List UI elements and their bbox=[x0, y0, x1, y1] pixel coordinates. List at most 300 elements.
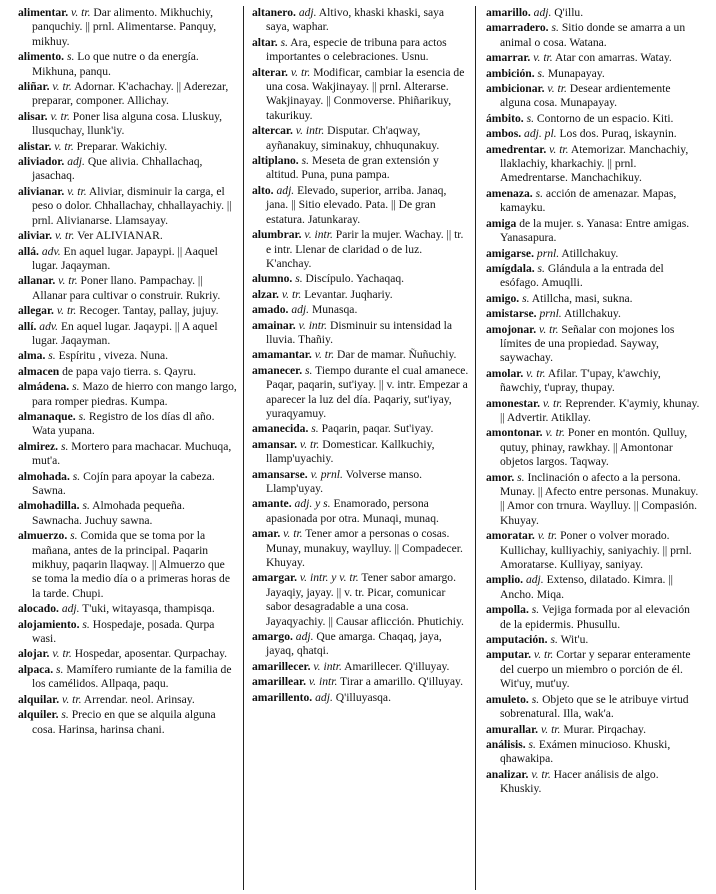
entry-headword: aliviar. bbox=[18, 229, 53, 243]
entry-headword: amputación. bbox=[486, 633, 548, 647]
entry-headword: aliviador. bbox=[18, 155, 65, 169]
entry-definition: En aquel lugar. Japaypi. || Aaquel lugar. Jaqayman. bbox=[32, 244, 218, 272]
entry-definition: T'uki, witayasqa, thampisqa. bbox=[82, 602, 215, 616]
entry-headword: amiga bbox=[486, 216, 517, 230]
entry-grammar: v. tr. bbox=[58, 274, 78, 288]
entry-grammar: v. prnl. bbox=[310, 467, 343, 481]
dictionary-entry bbox=[486, 529, 702, 572]
entry-headword: amistarse. bbox=[486, 307, 537, 321]
entry-headword: amante. bbox=[252, 497, 292, 511]
entry-definition: Atillchakuy. bbox=[561, 246, 619, 260]
entry-definition: Extenso, dilatado. Kimra. || Ancho. Miqa. bbox=[500, 573, 673, 601]
entry-grammar: v. intr. bbox=[298, 318, 328, 332]
entry-definition: Ara, especie de tribuna para actos importantes o celebraciones. Usnu. bbox=[266, 35, 447, 64]
entry-definition: Vejiga formada por al elevación de la epidermis. Phusullu. bbox=[500, 603, 690, 631]
entry-grammar: v. tr. bbox=[314, 348, 335, 362]
entry-grammar: v. intr. bbox=[295, 124, 325, 138]
dictionary-entry bbox=[486, 292, 702, 306]
entry-grammar: s. bbox=[280, 35, 288, 49]
entry-definition: Registro de los días dl año. Wata yupana. bbox=[32, 409, 215, 438]
entry-grammar: s. bbox=[551, 21, 559, 35]
entry-definition: Amarillecer. Q'illuyay. bbox=[344, 659, 450, 673]
dictionary-entry bbox=[18, 140, 237, 154]
dictionary-entry bbox=[252, 348, 469, 362]
entry-definition: Mamífero rumiante de la familia de los camélidos. Allpaqa, paqu. bbox=[32, 662, 232, 691]
entry-headword: amedrentar. bbox=[486, 142, 547, 156]
entry-definition: Hospedar, aposentar. Qurpachay. bbox=[74, 647, 228, 661]
entry-definition: Contorno de un espacio. Kiti. bbox=[536, 111, 674, 125]
entry-grammar: adj. bbox=[291, 303, 310, 317]
entry-definition: Mazo de hierro con mango largo, para romper piedras. Kumpa. bbox=[32, 380, 237, 408]
entry-definition: Exámen minucioso. Khuski, qhawakipa. bbox=[500, 737, 671, 766]
entry-grammar: adj. pl. bbox=[524, 127, 557, 141]
entry-definition: Poner llano. Pampachay. || Allanar para cultivar o construir. Rukriy. bbox=[32, 274, 221, 302]
entry-grammar: s. bbox=[72, 380, 80, 394]
dictionary-entry bbox=[486, 426, 702, 469]
entry-grammar: s. bbox=[517, 470, 525, 484]
entry-headword: amonestar. bbox=[486, 396, 540, 410]
entry-definition: Elevado, superior, arriba. Janaq, jana. || Sitio elevado. Pata. || De gran estatura. Jatunkaray. bbox=[266, 183, 447, 226]
entry-grammar: s. bbox=[60, 439, 69, 453]
entry-headword: allí. bbox=[18, 319, 37, 333]
entry-headword: análisis. bbox=[486, 737, 526, 751]
entry-headword: analizar. bbox=[486, 767, 529, 781]
dictionary-entry bbox=[486, 693, 702, 722]
entry-headword: ambicionar. bbox=[486, 82, 545, 96]
entry-grammar: adj. bbox=[533, 6, 552, 19]
entry-definition: Cortar y separar enteramente del cuerpo un miembro o porción de él. Wit'uy, mut'uy. bbox=[500, 648, 691, 691]
dictionary-entry bbox=[252, 228, 469, 271]
entry-definition: Arrendar. neol. Arinsay. bbox=[83, 692, 195, 706]
dictionary-entry bbox=[18, 155, 237, 184]
dictionary-entry bbox=[252, 422, 469, 436]
entry-definition: Volverse manso. Llamp'uyay. bbox=[266, 467, 423, 495]
entry-definition: Tirar a amarillo. Q'illuyay. bbox=[340, 675, 463, 689]
entry-grammar: v. intr. bbox=[308, 675, 338, 689]
dictionary-entry bbox=[252, 319, 469, 348]
entry-definition: Meseta de gran extensión y altitud. Puna, puna pampa. bbox=[266, 154, 439, 182]
entry-grammar: s. bbox=[522, 291, 530, 305]
dictionary-entry bbox=[18, 602, 237, 616]
entry-grammar: v. tr. bbox=[540, 722, 561, 736]
dictionary-entry bbox=[486, 112, 702, 126]
entry-grammar: s. bbox=[48, 349, 56, 363]
entry-definition: Hospedaje, posada. Qurpa wasi. bbox=[32, 617, 215, 646]
dictionary-entry bbox=[252, 184, 469, 227]
entry-headword: amamantar. bbox=[252, 348, 312, 362]
dictionary-entry bbox=[18, 618, 237, 647]
entry-definition: Poner lisa alguna cosa. Lluskuy, llusquchay, llunk'iy. bbox=[32, 109, 223, 138]
entry-grammar: v. tr. bbox=[283, 527, 303, 541]
dictionary-entry bbox=[18, 274, 237, 303]
entry-grammar: v. tr. bbox=[545, 426, 565, 440]
dictionary-entry bbox=[18, 647, 237, 661]
entry-headword: altanero. bbox=[252, 6, 296, 19]
entry-headword: allanar. bbox=[18, 274, 56, 288]
dictionary-entry bbox=[252, 497, 469, 526]
entry-definition: Los dos. Puraq, iskaynin. bbox=[559, 127, 677, 141]
entry-headword: amargo. bbox=[252, 630, 293, 644]
entry-grammar: prnl. bbox=[536, 246, 560, 260]
entry-headword: amigarse. bbox=[486, 246, 534, 260]
entry-definition: Atar con amarras. Watay. bbox=[554, 51, 672, 65]
entry-headword: alumbrar. bbox=[252, 228, 302, 242]
entry-definition: Dar alimento. Mikhuchiy, panquchiy. || prnl. Alimentarse. Panquy, mikhuy. bbox=[32, 6, 217, 48]
entry-definition: Desear ardientemente alguna cosa. Munapayay. bbox=[500, 82, 671, 110]
entry-definition: Sitio donde se amarra a un animal o cosa. Watana. bbox=[500, 21, 686, 49]
entry-headword: amado. bbox=[252, 303, 289, 317]
entry-grammar: s. bbox=[531, 692, 540, 706]
entry-headword: amurallar. bbox=[486, 722, 539, 736]
entry-headword: amarillear. bbox=[252, 675, 306, 689]
entry-definition: Lo que nutre o da energía. Mikhuna, panqu. bbox=[32, 50, 199, 78]
entry-headword: ámbito. bbox=[486, 111, 524, 125]
entry-headword: amplio. bbox=[486, 573, 524, 587]
entry-definition: Wit'u. bbox=[560, 633, 589, 647]
dictionary-entry bbox=[252, 272, 469, 286]
entry-grammar: s. bbox=[311, 422, 319, 436]
dictionary-entry bbox=[486, 633, 702, 647]
dictionary-entry bbox=[486, 738, 702, 767]
entry-grammar: v. tr. bbox=[531, 767, 551, 781]
entry-definition: Atillchakuy. bbox=[563, 307, 621, 321]
entry-definition: Afilar. T'upay, k'awchiy, ñawchiy, t'upray, thupay. bbox=[500, 366, 661, 395]
dictionary-entry bbox=[252, 288, 469, 302]
entry-headword: alojar. bbox=[18, 647, 50, 661]
entry-definition: Poner en montón. Qulluy, qutuy, phinay, rawkhay. || Amontonar objetos largos. Taqway. bbox=[500, 426, 688, 469]
entry-headword: alquilar. bbox=[18, 692, 60, 706]
entry-grammar: v. tr. bbox=[50, 109, 70, 123]
entry-grammar: adj. bbox=[276, 183, 295, 197]
entry-definition: Que amarga. Chaqaq, jaya, jayaq, qhatqi. bbox=[266, 630, 442, 658]
dictionary-entry bbox=[18, 693, 237, 707]
entry-headword: almuerzo. bbox=[18, 529, 68, 543]
entry-definition: Mortero para machacar. Muchuqa, mut'a. bbox=[32, 439, 232, 468]
entry-definition: Altivo, khaski khaski, saya saya, waphar. bbox=[266, 6, 445, 34]
dictionary-entry bbox=[252, 571, 469, 629]
dictionary-entry bbox=[252, 691, 469, 705]
entry-headword: amigo. bbox=[486, 291, 520, 305]
dictionary-entry bbox=[18, 349, 237, 363]
entry-headword: amarillecer. bbox=[252, 659, 311, 673]
dictionary-entry bbox=[486, 307, 702, 321]
entry-headword: amuleto. bbox=[486, 692, 529, 706]
entry-grammar: adj. y s. bbox=[294, 497, 331, 511]
entry-definition: Señalar con mojones los límites de una propiedad. Sayway, saywachay. bbox=[500, 322, 675, 365]
entry-grammar: v. tr. bbox=[52, 80, 72, 94]
entry-grammar: adj. bbox=[61, 602, 80, 616]
entry-definition: de la mujer. s. Yanasa: Entre amigas. Yanasapura. bbox=[500, 216, 690, 245]
dictionary-entry bbox=[486, 187, 702, 216]
entry-definition: Adornar. K'achachay. || Aderezar, preparar, componer. Allichay. bbox=[32, 80, 229, 108]
entry-headword: amargar. bbox=[252, 571, 297, 585]
entry-grammar: v. tr. bbox=[54, 139, 74, 153]
entry-headword: amansarse. bbox=[252, 467, 308, 481]
entry-grammar: s. bbox=[295, 272, 303, 286]
entry-grammar: v. tr. bbox=[52, 647, 72, 661]
dictionary-entry bbox=[252, 660, 469, 674]
entry-definition: Inclinación o afecto a la persona. Munay. || Afecto entre personas. Munakuy. || Amor con trnura. Waylluy. || Compasión. Khuyay. bbox=[500, 470, 699, 527]
entry-definition: Disminuir su intensidad la lluvia. Thañiy. bbox=[266, 318, 453, 346]
entry-headword: alma. bbox=[18, 349, 46, 363]
entry-definition: de papa vajo tierra. s. Qayru. bbox=[62, 364, 197, 378]
entry-headword: alpaca. bbox=[18, 662, 54, 676]
dictionary-entry bbox=[252, 630, 469, 659]
dictionary-entry bbox=[486, 127, 702, 141]
entry-definition: Parir la mujer. Wachay. || tr. e intr. Llenar de claridad o de luz. K'anchay. bbox=[266, 228, 464, 270]
dictionary-entry bbox=[18, 499, 237, 528]
dictionary-entry bbox=[486, 143, 702, 186]
entry-definition: Dar de mamar. Ñuñuchiy. bbox=[337, 348, 457, 362]
dictionary-entry bbox=[486, 768, 702, 797]
entry-grammar: v. intr. bbox=[313, 659, 342, 673]
entry-headword: alojamiento. bbox=[18, 617, 80, 631]
entry-grammar: s. bbox=[66, 50, 75, 64]
entry-grammar: v. tr. bbox=[299, 437, 320, 451]
dictionary-entry bbox=[252, 527, 469, 570]
entry-definition: Cojín para apoyar la cabeza. Sawna. bbox=[32, 469, 215, 497]
entry-grammar: v. tr. bbox=[542, 396, 563, 410]
dictionary-entry bbox=[18, 245, 237, 274]
entry-grammar: s. bbox=[550, 633, 558, 647]
entry-grammar: adj. bbox=[67, 155, 85, 169]
entry-headword: alocado. bbox=[18, 602, 59, 616]
dictionary-entry bbox=[486, 6, 702, 20]
entry-grammar: adj. bbox=[525, 573, 544, 587]
dictionary-entry bbox=[18, 110, 237, 139]
dictionary-entry bbox=[18, 365, 237, 379]
entry-grammar: v. tr. bbox=[67, 184, 87, 198]
dictionary-entry bbox=[252, 675, 469, 689]
entry-grammar: s. bbox=[537, 261, 545, 275]
entry-definition: Poner o volver morado. Kullichay, kulliyachiy, saniyachiy. || prnl. Amoratarse. Kulliyay, saniyay. bbox=[500, 529, 692, 572]
entry-definition: Q'illu. bbox=[554, 6, 584, 19]
entry-definition: Munasqa. bbox=[311, 303, 358, 317]
entry-grammar: s. bbox=[535, 186, 544, 200]
entry-grammar: adj. bbox=[315, 690, 333, 704]
entry-headword: amansar. bbox=[252, 437, 297, 451]
entry-grammar: s. bbox=[301, 154, 310, 168]
entry-headword: amarillo. bbox=[486, 6, 531, 19]
entry-definition: Levantar. Juqhariy. bbox=[304, 287, 393, 301]
entry-definition: Enamorado, persona apasionada por otra. Munaqi, munaq. bbox=[266, 497, 439, 525]
dictionary-entry bbox=[18, 708, 237, 737]
dictionary-entry bbox=[486, 82, 702, 111]
dictionary-entry bbox=[18, 6, 237, 49]
entry-headword: altar. bbox=[252, 35, 278, 49]
dictionary-entry bbox=[18, 663, 237, 692]
entry-definition: Espíritu , viveza. Nuna. bbox=[58, 349, 169, 363]
entry-headword: amarradero. bbox=[486, 21, 549, 35]
entry-headword: almacen bbox=[18, 364, 60, 378]
entry-definition: Glándula a la entrada del esófago. Amuqlli. bbox=[500, 261, 664, 290]
entry-grammar: prnl. bbox=[539, 307, 562, 321]
entry-headword: alzar. bbox=[252, 287, 279, 301]
dictionary-entry bbox=[18, 529, 237, 601]
entry-definition: Tener sabor amargo. Jayaqiy, jayay. || v. tr. Picar, comunicar sabor desagradable a una cosa. Jayaqyachiy. || Causar aflicción. Phutichiy. bbox=[266, 571, 464, 628]
entry-definition: Disputar. Ch'aqway, ayñanakuy, siminakuy, chhuqunakuy. bbox=[266, 124, 440, 152]
dictionary-entry bbox=[18, 50, 237, 79]
entry-definition: Q'illuyasqa. bbox=[335, 690, 391, 704]
entry-headword: amoratar. bbox=[486, 529, 535, 543]
entry-grammar: s. bbox=[61, 708, 69, 722]
entry-grammar: v. tr. bbox=[56, 304, 77, 318]
entry-definition: Objeto que se le atribuye virtud sobrenatural. Illa, wak'a. bbox=[500, 692, 689, 721]
entry-definition: En aquel lugar. Jaqaypi. || A aquel lugar. Jaqayman. bbox=[32, 319, 218, 347]
entry-grammar: s. bbox=[78, 409, 86, 423]
entry-grammar: v. intr. bbox=[304, 228, 333, 242]
entry-grammar: s. bbox=[537, 66, 545, 80]
entry-definition: Reprender. K'aymiy, khunay. || Advertir. Atikllay. bbox=[500, 396, 700, 424]
dictionary-entry bbox=[18, 304, 237, 318]
entry-definition: Almohada pequeña. Sawnacha. Juchuy sawna. bbox=[32, 499, 185, 527]
dictionary-entry bbox=[486, 323, 702, 366]
dictionary-entry bbox=[486, 217, 702, 246]
dictionary-entry bbox=[252, 36, 469, 65]
dictionary-entry bbox=[486, 723, 702, 737]
entry-grammar: s. bbox=[526, 111, 535, 125]
column-2 bbox=[244, 6, 476, 890]
entry-grammar: s. bbox=[531, 603, 540, 617]
dictionary-entry bbox=[486, 21, 702, 50]
entry-headword: amojonar. bbox=[486, 322, 537, 336]
dictionary-entry bbox=[252, 438, 469, 467]
dictionary-entry bbox=[486, 262, 702, 291]
dictionary-entry bbox=[18, 80, 237, 109]
entry-definition: Atillcha, masi, sukna. bbox=[531, 291, 633, 305]
entry-headword: alimento. bbox=[18, 50, 65, 64]
entry-headword: amarillento. bbox=[252, 690, 313, 704]
entry-headword: amainar. bbox=[252, 318, 296, 332]
dictionary-entry bbox=[486, 471, 702, 529]
dictionary-entry bbox=[486, 247, 702, 261]
entry-headword: almohadilla. bbox=[18, 499, 80, 513]
entry-headword: amontonar. bbox=[486, 426, 543, 440]
entry-headword: alto. bbox=[252, 183, 274, 197]
entry-grammar: s. bbox=[82, 617, 90, 631]
dictionary-entry bbox=[252, 468, 469, 497]
entry-grammar: v. tr. bbox=[62, 692, 82, 706]
dictionary-entry bbox=[18, 410, 237, 439]
entry-headword: amolar. bbox=[486, 366, 524, 380]
dictionary-entry bbox=[252, 154, 469, 183]
dictionary-entry bbox=[252, 6, 469, 35]
entry-headword: alimentar. bbox=[18, 6, 69, 19]
dictionary-entry bbox=[252, 303, 469, 317]
entry-headword: alisar. bbox=[18, 109, 48, 123]
dictionary-entry bbox=[18, 440, 237, 469]
dictionary-entry bbox=[486, 648, 702, 691]
entry-definition: Recoger. Tantay, pallay, jujuy. bbox=[79, 304, 219, 318]
entry-grammar: v. tr. bbox=[281, 287, 302, 301]
entry-grammar: adj. bbox=[298, 6, 317, 19]
entry-definition: acción de amenazar. Mapas, kamayku. bbox=[500, 186, 677, 215]
entry-headword: altercar. bbox=[252, 124, 293, 138]
dictionary-entry bbox=[18, 470, 237, 499]
entry-grammar: v. tr. bbox=[533, 51, 553, 65]
entry-headword: amar. bbox=[252, 527, 281, 541]
dictionary-entry bbox=[18, 380, 237, 409]
entry-definition: Ver ALIVIANAR. bbox=[77, 229, 163, 243]
entry-definition: Munapayay. bbox=[547, 66, 605, 80]
entry-grammar: s. bbox=[82, 499, 90, 513]
column-3 bbox=[476, 6, 702, 890]
entry-grammar: v. tr. bbox=[71, 6, 91, 19]
dictionary-entry bbox=[18, 185, 237, 228]
entry-definition: Atemorizar. Manchachiy, llaklachiy, kharkachiy. || prnl. Amedrentarse. Manchachikuy. bbox=[500, 142, 689, 185]
entry-headword: aliñar. bbox=[18, 80, 50, 94]
entry-headword: almanaque. bbox=[18, 409, 76, 423]
dictionary-entry bbox=[18, 229, 237, 243]
entry-grammar: s. bbox=[305, 363, 313, 377]
entry-headword: amenaza. bbox=[486, 186, 533, 200]
entry-headword: alivianar. bbox=[18, 184, 65, 198]
entry-headword: amarrar. bbox=[486, 51, 531, 65]
entry-headword: amanecer. bbox=[252, 363, 303, 377]
entry-grammar: v. tr. bbox=[539, 322, 559, 336]
entry-definition: Modificar, cambiar la esencia de una cosa. Wakjinayay. || prnl. Alterarse. Wakjinayay. || Conmoverse. Phiñarikuy, takurikuy. bbox=[266, 65, 465, 122]
entry-grammar: v. intr. y v. tr. bbox=[299, 571, 359, 585]
entry-definition: Tiempo durante el cual amanece. Paqar, paqarin, sut'iyay. || v. intr. Empezar a aparecer la luz del día. Paqariy, sut'iyay, yuraqyamuy. bbox=[266, 363, 469, 420]
dictionary-entry bbox=[252, 66, 469, 124]
entry-grammar: s. bbox=[528, 737, 536, 751]
entry-headword: ampolla. bbox=[486, 603, 529, 617]
entry-definition: Precio en que se alquila alguna cosa. Harinsa, harinsa chani. bbox=[32, 708, 216, 736]
entry-headword: ambición. bbox=[486, 66, 535, 80]
entry-headword: ambos. bbox=[486, 127, 522, 141]
dictionary-entry bbox=[252, 364, 469, 422]
dictionary-entry bbox=[18, 320, 237, 349]
entry-definition: Tener amor a personas o cosas. Munay, munakuy, waylluy. || Compadecer. Khuyay. bbox=[266, 527, 463, 570]
dictionary-entry bbox=[252, 124, 469, 153]
entry-headword: allá. bbox=[18, 244, 39, 258]
entry-grammar: v. tr. bbox=[533, 648, 554, 662]
entry-headword: alistar. bbox=[18, 139, 52, 153]
column-1 bbox=[18, 6, 244, 890]
dictionary-entry bbox=[486, 367, 702, 396]
entry-headword: amígdala. bbox=[486, 261, 535, 275]
entry-grammar: adv. bbox=[41, 244, 61, 258]
entry-grammar: s. bbox=[70, 529, 78, 543]
dictionary-entry bbox=[486, 573, 702, 602]
entry-headword: amputar. bbox=[486, 648, 531, 662]
entry-definition: Que alivia. Chhallachaq, jasachaq. bbox=[32, 155, 203, 183]
dictionary-entry bbox=[486, 67, 702, 81]
entry-headword: alquiler. bbox=[18, 708, 59, 722]
dictionary-entry bbox=[486, 397, 702, 426]
entry-grammar: v. tr. bbox=[54, 229, 75, 243]
entry-grammar: v. tr. bbox=[549, 142, 569, 156]
entry-grammar: v. tr. bbox=[537, 529, 558, 543]
entry-definition: Murar. Pirqachay. bbox=[563, 722, 646, 736]
entry-headword: almádena. bbox=[18, 380, 70, 394]
entry-grammar: s. bbox=[72, 469, 81, 483]
entry-headword: alumno. bbox=[252, 272, 293, 286]
dictionary-entry bbox=[486, 603, 702, 632]
entry-grammar: v. tr. bbox=[547, 82, 567, 96]
entry-grammar: v. tr. bbox=[526, 366, 546, 380]
entry-headword: altiplano. bbox=[252, 154, 299, 168]
entry-headword: almirez. bbox=[18, 439, 59, 453]
entry-grammar: adv. bbox=[39, 319, 59, 333]
entry-definition: Preparar. Wakichiy. bbox=[76, 139, 168, 153]
entry-headword: alterar. bbox=[252, 65, 288, 79]
entry-headword: allegar. bbox=[18, 304, 54, 318]
entry-definition: Aliviar, disminuir la carga, el peso o dolor. Chhallachay, chhallayachiy. || prnl. Alivianarse. Llamsayay. bbox=[32, 184, 232, 227]
entry-headword: amanecida. bbox=[252, 422, 309, 436]
entry-headword: almohada. bbox=[18, 469, 70, 483]
entry-grammar: s. bbox=[56, 662, 64, 676]
